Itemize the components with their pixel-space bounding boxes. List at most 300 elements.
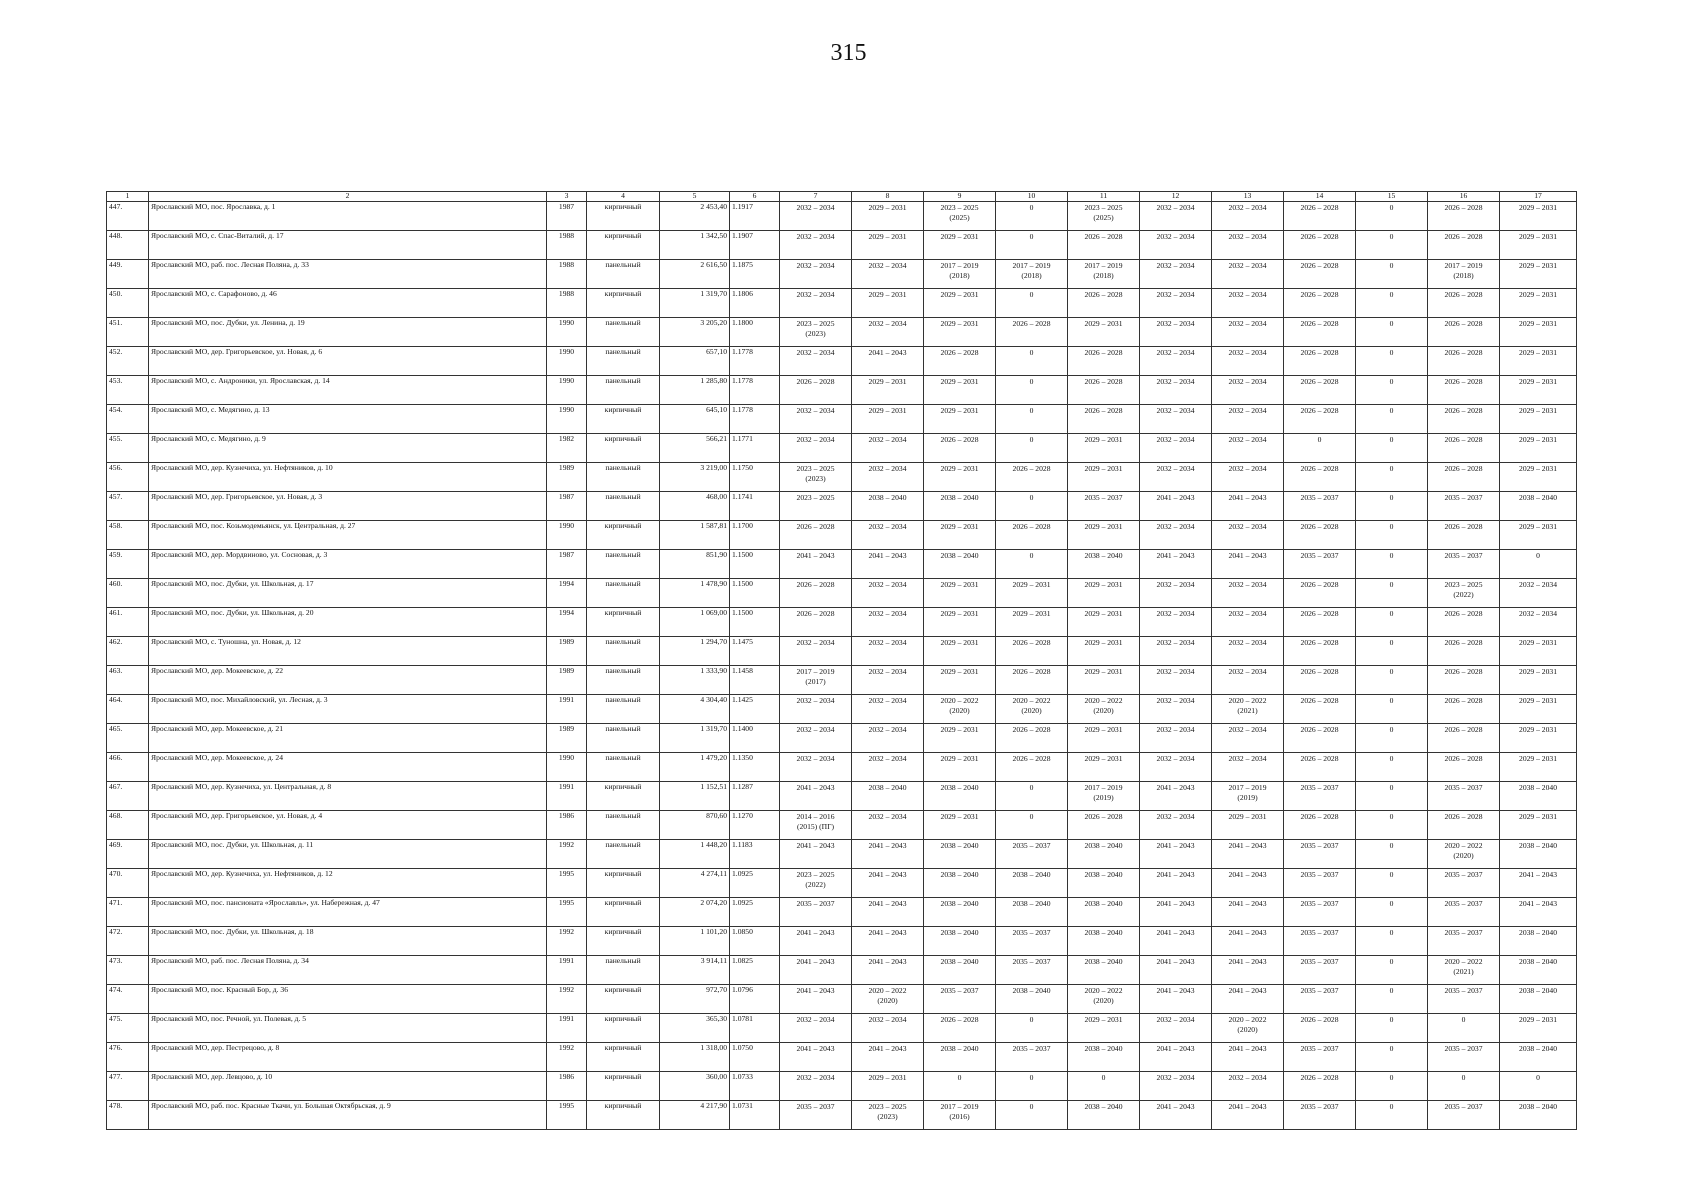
cell-col-9: 2038 – 2040 <box>924 927 996 956</box>
cell-col-6: 1.1875 <box>730 260 780 289</box>
table-row <box>107 753 1577 782</box>
cell-col-14: 2026 – 2028 <box>1284 1014 1356 1043</box>
cell-col-11: 2029 – 2031 <box>1068 463 1140 492</box>
header-col-11: 11 <box>1068 192 1140 202</box>
cell-col-1: 456. <box>107 463 149 492</box>
cell-col-7: 2032 – 2034 <box>780 231 852 260</box>
cell-col-17: 2029 – 2031 <box>1500 202 1577 231</box>
cell-col-1: 464. <box>107 695 149 724</box>
cell-col-15: 0 <box>1356 579 1428 608</box>
cell-col-10: 2020 – 2022 (2020) <box>996 695 1068 724</box>
cell-col-13: 2032 – 2034 <box>1212 666 1284 695</box>
cell-col-3: 1990 <box>547 405 587 434</box>
cell-col-4: кирпичный <box>587 898 660 927</box>
cell-col-16: 2020 – 2022 (2020) <box>1428 840 1500 869</box>
cell-col-7: 2032 – 2034 <box>780 1014 852 1043</box>
cell-col-15: 0 <box>1356 492 1428 521</box>
cell-col-4: кирпичный <box>587 1072 660 1101</box>
table-row <box>107 724 1577 753</box>
cell-col-9: 2029 – 2031 <box>924 318 996 347</box>
cell-col-7: 2026 – 2028 <box>780 579 852 608</box>
cell-col-11: 2029 – 2031 <box>1068 753 1140 782</box>
cell-col-6: 1.1350 <box>730 753 780 782</box>
table-row <box>107 463 1577 492</box>
cell-col-7: 2041 – 2043 <box>780 550 852 579</box>
cell-col-17: 2038 – 2040 <box>1500 956 1577 985</box>
cell-col-6: 1.0925 <box>730 869 780 898</box>
cell-col-2: Ярославский МО, пос. Дубки, ул. Школьная, д. 18 <box>149 927 547 956</box>
cell-col-12: 2041 – 2043 <box>1140 1101 1212 1130</box>
cell-col-17: 2029 – 2031 <box>1500 289 1577 318</box>
cell-col-12: 2041 – 2043 <box>1140 869 1212 898</box>
cell-col-2: Ярославский МО, раб. пос. Лесная Поляна, д. 33 <box>149 260 547 289</box>
cell-col-17: 2029 – 2031 <box>1500 811 1577 840</box>
cell-col-12: 2032 – 2034 <box>1140 463 1212 492</box>
cell-col-13: 2041 – 2043 <box>1212 927 1284 956</box>
cell-col-16: 2035 – 2037 <box>1428 550 1500 579</box>
cell-col-3: 1989 <box>547 637 587 666</box>
cell-col-1: 447. <box>107 202 149 231</box>
cell-col-9: 2038 – 2040 <box>924 550 996 579</box>
cell-col-17: 2032 – 2034 <box>1500 608 1577 637</box>
table-row <box>107 492 1577 521</box>
cell-col-6: 1.0750 <box>730 1043 780 1072</box>
cell-col-4: панельный <box>587 811 660 840</box>
cell-col-3: 1987 <box>547 492 587 521</box>
cell-col-17: 0 <box>1500 1072 1577 1101</box>
cell-col-6: 1.0733 <box>730 1072 780 1101</box>
cell-col-4: панельный <box>587 724 660 753</box>
cell-col-5: 851,90 <box>660 550 730 579</box>
cell-col-1: 448. <box>107 231 149 260</box>
header-col-14: 14 <box>1284 192 1356 202</box>
cell-col-3: 1990 <box>547 347 587 376</box>
capital-repair-table <box>106 191 1577 1130</box>
cell-col-9: 2023 – 2025 (2025) <box>924 202 996 231</box>
cell-col-12: 2032 – 2034 <box>1140 579 1212 608</box>
cell-col-8: 2032 – 2034 <box>852 463 924 492</box>
cell-col-14: 2035 – 2037 <box>1284 492 1356 521</box>
table-row <box>107 579 1577 608</box>
cell-col-11: 2038 – 2040 <box>1068 1101 1140 1130</box>
cell-col-16: 2026 – 2028 <box>1428 666 1500 695</box>
cell-col-6: 1.1287 <box>730 782 780 811</box>
cell-col-2: Ярославский МО, дер. Пестрецово, д. 8 <box>149 1043 547 1072</box>
cell-col-12: 2032 – 2034 <box>1140 347 1212 376</box>
cell-col-2: Ярославский МО, пос. Михайловский, ул. Лесная, д. 3 <box>149 695 547 724</box>
cell-col-13: 2041 – 2043 <box>1212 985 1284 1014</box>
cell-col-9: 2029 – 2031 <box>924 521 996 550</box>
cell-col-4: панельный <box>587 840 660 869</box>
cell-col-10: 2026 – 2028 <box>996 666 1068 695</box>
cell-col-7: 2023 – 2025 (2022) <box>780 869 852 898</box>
cell-col-3: 1991 <box>547 782 587 811</box>
cell-col-9: 2029 – 2031 <box>924 231 996 260</box>
cell-col-2: Ярославский МО, раб. пос. Лесная Поляна, д. 34 <box>149 956 547 985</box>
cell-col-13: 2041 – 2043 <box>1212 1043 1284 1072</box>
cell-col-14: 2026 – 2028 <box>1284 637 1356 666</box>
cell-col-13: 2041 – 2043 <box>1212 869 1284 898</box>
cell-col-14: 2035 – 2037 <box>1284 869 1356 898</box>
cell-col-3: 1988 <box>547 289 587 318</box>
cell-col-14: 2026 – 2028 <box>1284 347 1356 376</box>
cell-col-10: 2026 – 2028 <box>996 318 1068 347</box>
cell-col-3: 1995 <box>547 1101 587 1130</box>
cell-col-8: 2038 – 2040 <box>852 782 924 811</box>
cell-col-16: 2026 – 2028 <box>1428 318 1500 347</box>
cell-col-11: 2026 – 2028 <box>1068 231 1140 260</box>
cell-col-5: 1 318,00 <box>660 1043 730 1072</box>
cell-col-11: 2020 – 2022 (2020) <box>1068 985 1140 1014</box>
header-col-3: 3 <box>547 192 587 202</box>
cell-col-14: 2035 – 2037 <box>1284 985 1356 1014</box>
cell-col-7: 2032 – 2034 <box>780 695 852 724</box>
cell-col-7: 2041 – 2043 <box>780 927 852 956</box>
cell-col-15: 0 <box>1356 869 1428 898</box>
cell-col-17: 2029 – 2031 <box>1500 376 1577 405</box>
cell-col-8: 2032 – 2034 <box>852 1014 924 1043</box>
cell-col-4: кирпичный <box>587 289 660 318</box>
cell-col-14: 2035 – 2037 <box>1284 927 1356 956</box>
table-row <box>107 695 1577 724</box>
cell-col-16: 2026 – 2028 <box>1428 637 1500 666</box>
cell-col-9: 2029 – 2031 <box>924 666 996 695</box>
cell-col-16: 2026 – 2028 <box>1428 405 1500 434</box>
header-col-2: 2 <box>149 192 547 202</box>
cell-col-6: 1.0796 <box>730 985 780 1014</box>
cell-col-16: 2026 – 2028 <box>1428 608 1500 637</box>
header-col-9: 9 <box>924 192 996 202</box>
cell-col-5: 4 274,11 <box>660 869 730 898</box>
cell-col-7: 2032 – 2034 <box>780 724 852 753</box>
cell-col-6: 1.1778 <box>730 376 780 405</box>
cell-col-1: 466. <box>107 753 149 782</box>
cell-col-14: 2026 – 2028 <box>1284 202 1356 231</box>
cell-col-10: 2035 – 2037 <box>996 927 1068 956</box>
cell-col-15: 0 <box>1356 724 1428 753</box>
cell-col-9: 2026 – 2028 <box>924 434 996 463</box>
cell-col-7: 2017 – 2019 (2017) <box>780 666 852 695</box>
cell-col-4: кирпичный <box>587 434 660 463</box>
cell-col-14: 2035 – 2037 <box>1284 1043 1356 1072</box>
table-row <box>107 637 1577 666</box>
cell-col-13: 2041 – 2043 <box>1212 1101 1284 1130</box>
cell-col-3: 1989 <box>547 666 587 695</box>
cell-col-5: 1 319,70 <box>660 289 730 318</box>
table-row <box>107 898 1577 927</box>
cell-col-1: 473. <box>107 956 149 985</box>
cell-col-3: 1991 <box>547 956 587 985</box>
cell-col-8: 2029 – 2031 <box>852 376 924 405</box>
cell-col-8: 2041 – 2043 <box>852 898 924 927</box>
cell-col-6: 1.1500 <box>730 608 780 637</box>
table-body <box>107 192 1577 1130</box>
cell-col-8: 2032 – 2034 <box>852 579 924 608</box>
cell-col-4: кирпичный <box>587 927 660 956</box>
cell-col-2: Ярославский МО, дер. Кузнечиха, ул. Нефтяников, д. 10 <box>149 463 547 492</box>
cell-col-16: 2026 – 2028 <box>1428 753 1500 782</box>
cell-col-17: 2038 – 2040 <box>1500 1043 1577 1072</box>
cell-col-15: 0 <box>1356 434 1428 463</box>
table-row <box>107 405 1577 434</box>
cell-col-16: 2035 – 2037 <box>1428 927 1500 956</box>
cell-col-9: 2029 – 2031 <box>924 608 996 637</box>
cell-col-12: 2032 – 2034 <box>1140 521 1212 550</box>
cell-col-11: 2017 – 2019 (2019) <box>1068 782 1140 811</box>
cell-col-4: кирпичный <box>587 869 660 898</box>
cell-col-10: 2035 – 2037 <box>996 840 1068 869</box>
cell-col-2: Ярославский МО, дер. Григорьевское, ул. Новая, д. 4 <box>149 811 547 840</box>
cell-col-6: 1.1771 <box>730 434 780 463</box>
cell-col-16: 2026 – 2028 <box>1428 202 1500 231</box>
cell-col-9: 2029 – 2031 <box>924 753 996 782</box>
cell-col-2: Ярославский МО, пос. Ярославка, д. 1 <box>149 202 547 231</box>
cell-col-15: 0 <box>1356 231 1428 260</box>
cell-col-10: 2029 – 2031 <box>996 579 1068 608</box>
cell-col-15: 0 <box>1356 811 1428 840</box>
cell-col-12: 2032 – 2034 <box>1140 811 1212 840</box>
cell-col-17: 2029 – 2031 <box>1500 434 1577 463</box>
cell-col-1: 465. <box>107 724 149 753</box>
cell-col-1: 477. <box>107 1072 149 1101</box>
cell-col-3: 1990 <box>547 753 587 782</box>
cell-col-12: 2041 – 2043 <box>1140 782 1212 811</box>
cell-col-8: 2032 – 2034 <box>852 811 924 840</box>
cell-col-11: 2029 – 2031 <box>1068 318 1140 347</box>
cell-col-16: 2020 – 2022 (2021) <box>1428 956 1500 985</box>
cell-col-9: 2026 – 2028 <box>924 347 996 376</box>
cell-col-16: 2035 – 2037 <box>1428 898 1500 927</box>
cell-col-11: 2038 – 2040 <box>1068 927 1140 956</box>
cell-col-17: 2038 – 2040 <box>1500 927 1577 956</box>
table-row <box>107 811 1577 840</box>
cell-col-8: 2041 – 2043 <box>852 956 924 985</box>
cell-col-11: 2026 – 2028 <box>1068 811 1140 840</box>
header-col-10: 10 <box>996 192 1068 202</box>
cell-col-14: 2026 – 2028 <box>1284 318 1356 347</box>
cell-col-8: 2032 – 2034 <box>852 318 924 347</box>
cell-col-15: 0 <box>1356 666 1428 695</box>
cell-col-8: 2041 – 2043 <box>852 347 924 376</box>
cell-col-6: 1.1270 <box>730 811 780 840</box>
cell-col-10: 2026 – 2028 <box>996 463 1068 492</box>
cell-col-14: 2026 – 2028 <box>1284 724 1356 753</box>
cell-col-4: кирпичный <box>587 782 660 811</box>
cell-col-1: 469. <box>107 840 149 869</box>
cell-col-7: 2032 – 2034 <box>780 637 852 666</box>
cell-col-13: 2029 – 2031 <box>1212 811 1284 840</box>
cell-col-16: 2035 – 2037 <box>1428 1101 1500 1130</box>
cell-col-17: 2029 – 2031 <box>1500 260 1577 289</box>
cell-col-2: Ярославский МО, дер. Григорьевское, ул. Новая, д. 3 <box>149 492 547 521</box>
cell-col-1: 449. <box>107 260 149 289</box>
cell-col-17: 2041 – 2043 <box>1500 898 1577 927</box>
table-row <box>107 434 1577 463</box>
cell-col-12: 2032 – 2034 <box>1140 202 1212 231</box>
cell-col-5: 365,30 <box>660 1014 730 1043</box>
cell-col-5: 1 342,50 <box>660 231 730 260</box>
cell-col-12: 2032 – 2034 <box>1140 318 1212 347</box>
cell-col-16: 2026 – 2028 <box>1428 695 1500 724</box>
cell-col-2: Ярославский МО, пос. Красный Бор, д. 36 <box>149 985 547 1014</box>
cell-col-5: 360,00 <box>660 1072 730 1101</box>
cell-col-16: 2017 – 2019 (2018) <box>1428 260 1500 289</box>
cell-col-8: 2029 – 2031 <box>852 231 924 260</box>
cell-col-2: Ярославский МО, пос. Дубки, ул. Школьная, д. 17 <box>149 579 547 608</box>
cell-col-2: Ярославский МО, с. Сарафоново, д. 46 <box>149 289 547 318</box>
cell-col-3: 1987 <box>547 550 587 579</box>
cell-col-9: 2038 – 2040 <box>924 956 996 985</box>
cell-col-15: 0 <box>1356 898 1428 927</box>
cell-col-3: 1989 <box>547 463 587 492</box>
table-row <box>107 347 1577 376</box>
cell-col-6: 1.0731 <box>730 1101 780 1130</box>
cell-col-7: 2032 – 2034 <box>780 753 852 782</box>
cell-col-11: 2029 – 2031 <box>1068 579 1140 608</box>
cell-col-9: 2029 – 2031 <box>924 376 996 405</box>
cell-col-7: 2041 – 2043 <box>780 840 852 869</box>
cell-col-9: 2038 – 2040 <box>924 869 996 898</box>
table-row <box>107 840 1577 869</box>
cell-col-8: 2041 – 2043 <box>852 550 924 579</box>
cell-col-13: 2032 – 2034 <box>1212 1072 1284 1101</box>
cell-col-6: 1.1458 <box>730 666 780 695</box>
cell-col-2: Ярославский МО, дер. Кузнечиха, ул. Центральная, д. 8 <box>149 782 547 811</box>
cell-col-10: 2026 – 2028 <box>996 521 1068 550</box>
cell-col-1: 454. <box>107 405 149 434</box>
cell-col-10: 0 <box>996 1014 1068 1043</box>
cell-col-14: 0 <box>1284 434 1356 463</box>
cell-col-17: 2029 – 2031 <box>1500 521 1577 550</box>
cell-col-10: 2038 – 2040 <box>996 898 1068 927</box>
cell-col-1: 458. <box>107 521 149 550</box>
cell-col-7: 2041 – 2043 <box>780 956 852 985</box>
cell-col-9: 2020 – 2022 (2020) <box>924 695 996 724</box>
cell-col-8: 2029 – 2031 <box>852 202 924 231</box>
cell-col-12: 2032 – 2034 <box>1140 1014 1212 1043</box>
cell-col-2: Ярославский МО, пос. Дубки, ул. Ленина, д. 19 <box>149 318 547 347</box>
cell-col-9: 2029 – 2031 <box>924 724 996 753</box>
cell-col-15: 0 <box>1356 260 1428 289</box>
cell-col-4: панельный <box>587 463 660 492</box>
cell-col-7: 2023 – 2025 (2023) <box>780 463 852 492</box>
cell-col-12: 2032 – 2034 <box>1140 637 1212 666</box>
cell-col-11: 2020 – 2022 (2020) <box>1068 695 1140 724</box>
cell-col-10: 0 <box>996 202 1068 231</box>
cell-col-17: 2032 – 2034 <box>1500 579 1577 608</box>
table-row <box>107 1014 1577 1043</box>
cell-col-14: 2026 – 2028 <box>1284 666 1356 695</box>
cell-col-6: 1.1183 <box>730 840 780 869</box>
cell-col-6: 1.1806 <box>730 289 780 318</box>
cell-col-14: 2026 – 2028 <box>1284 231 1356 260</box>
cell-col-13: 2032 – 2034 <box>1212 347 1284 376</box>
cell-col-10: 0 <box>996 782 1068 811</box>
cell-col-7: 2035 – 2037 <box>780 898 852 927</box>
cell-col-1: 451. <box>107 318 149 347</box>
cell-col-14: 2026 – 2028 <box>1284 405 1356 434</box>
cell-col-3: 1988 <box>547 260 587 289</box>
cell-col-2: Ярославский МО, дер. Кузнечиха, ул. Нефтяников, д. 12 <box>149 869 547 898</box>
cell-col-1: 468. <box>107 811 149 840</box>
cell-col-16: 2035 – 2037 <box>1428 782 1500 811</box>
cell-col-8: 2032 – 2034 <box>852 695 924 724</box>
cell-col-2: Ярославский МО, с. Туношна, ул. Новая, д. 12 <box>149 637 547 666</box>
cell-col-12: 2041 – 2043 <box>1140 898 1212 927</box>
cell-col-13: 2032 – 2034 <box>1212 637 1284 666</box>
cell-col-14: 2035 – 2037 <box>1284 782 1356 811</box>
cell-col-13: 2041 – 2043 <box>1212 492 1284 521</box>
cell-col-8: 2032 – 2034 <box>852 608 924 637</box>
table-row <box>107 782 1577 811</box>
cell-col-3: 1986 <box>547 811 587 840</box>
table-row <box>107 550 1577 579</box>
cell-col-14: 2026 – 2028 <box>1284 753 1356 782</box>
cell-col-12: 2041 – 2043 <box>1140 550 1212 579</box>
cell-col-3: 1990 <box>547 318 587 347</box>
cell-col-4: панельный <box>587 753 660 782</box>
cell-col-13: 2032 – 2034 <box>1212 753 1284 782</box>
cell-col-9: 2038 – 2040 <box>924 1043 996 1072</box>
cell-col-15: 0 <box>1356 608 1428 637</box>
table-row <box>107 231 1577 260</box>
cell-col-3: 1990 <box>547 521 587 550</box>
cell-col-15: 0 <box>1356 1072 1428 1101</box>
cell-col-7: 2023 – 2025 (2023) <box>780 318 852 347</box>
cell-col-11: 2038 – 2040 <box>1068 956 1140 985</box>
cell-col-1: 478. <box>107 1101 149 1130</box>
cell-col-17: 2029 – 2031 <box>1500 666 1577 695</box>
cell-col-15: 0 <box>1356 376 1428 405</box>
cell-col-7: 2026 – 2028 <box>780 521 852 550</box>
cell-col-8: 2020 – 2022 (2020) <box>852 985 924 1014</box>
cell-col-16: 2035 – 2037 <box>1428 492 1500 521</box>
cell-col-16: 2023 – 2025 (2022) <box>1428 579 1500 608</box>
cell-col-5: 1 333,90 <box>660 666 730 695</box>
cell-col-7: 2032 – 2034 <box>780 434 852 463</box>
cell-col-14: 2026 – 2028 <box>1284 463 1356 492</box>
cell-col-16: 2026 – 2028 <box>1428 724 1500 753</box>
cell-col-5: 4 217,90 <box>660 1101 730 1130</box>
cell-col-1: 455. <box>107 434 149 463</box>
cell-col-9: 2038 – 2040 <box>924 492 996 521</box>
cell-col-4: кирпичный <box>587 608 660 637</box>
cell-col-16: 2026 – 2028 <box>1428 811 1500 840</box>
cell-col-10: 2026 – 2028 <box>996 724 1068 753</box>
cell-col-4: панельный <box>587 695 660 724</box>
cell-col-15: 0 <box>1356 521 1428 550</box>
cell-col-5: 566,21 <box>660 434 730 463</box>
cell-col-2: Ярославский МО, с. Спас-Виталий, д. 17 <box>149 231 547 260</box>
header-col-17: 17 <box>1500 192 1577 202</box>
cell-col-5: 468,00 <box>660 492 730 521</box>
cell-col-11: 2026 – 2028 <box>1068 376 1140 405</box>
cell-col-6: 1.1778 <box>730 347 780 376</box>
header-col-6: 6 <box>730 192 780 202</box>
cell-col-3: 1990 <box>547 376 587 405</box>
cell-col-11: 2029 – 2031 <box>1068 724 1140 753</box>
header-col-7: 7 <box>780 192 852 202</box>
cell-col-11: 2029 – 2031 <box>1068 637 1140 666</box>
cell-col-17: 2038 – 2040 <box>1500 782 1577 811</box>
table-row <box>107 985 1577 1014</box>
cell-col-15: 0 <box>1356 405 1428 434</box>
cell-col-4: кирпичный <box>587 231 660 260</box>
cell-col-13: 2032 – 2034 <box>1212 608 1284 637</box>
cell-col-3: 1992 <box>547 985 587 1014</box>
cell-col-15: 0 <box>1356 347 1428 376</box>
cell-col-5: 3 914,11 <box>660 956 730 985</box>
